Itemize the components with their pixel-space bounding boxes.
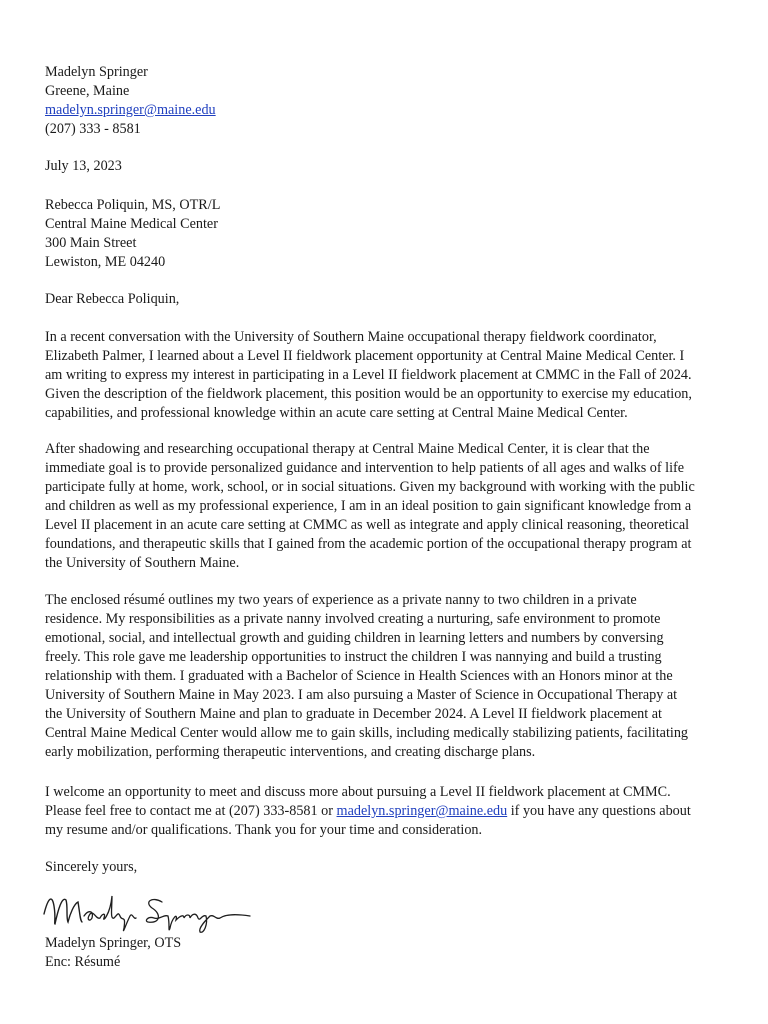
recipient-name: Rebecca Poliquin, MS, OTR/L (45, 197, 221, 213)
body-paragraph-1 (45, 328, 735, 423)
sender-location: Greene, Maine (45, 83, 130, 99)
closing: Sincerely yours, (45, 859, 138, 875)
paragraph-line: Central Maine Medical Center would allow me to gain skills, including medically stabilizing patients, facilitating (45, 725, 689, 741)
salutation-block (45, 290, 735, 309)
salutation: Dear Rebecca Poliquin, (45, 291, 180, 307)
letter-date: July 13, 2023 (45, 158, 122, 174)
contact-email-link[interactable]: madelyn.springer@maine.edu (336, 803, 508, 819)
enclosure-note: Enc: Résumé (45, 954, 121, 970)
paragraph-line: the University of Southern Maine. (45, 555, 240, 571)
paragraph-line: Given the description of the fieldwork placement, this position would be an opportunity to exercise my education, (45, 386, 692, 402)
contact-line (45, 802, 735, 821)
contact-text-after: if you have any questions about (507, 803, 691, 819)
signature-block (45, 934, 735, 972)
paragraph-line: the University of Southern Maine and plan to graduate in December 2024. A Level II fieldwork placement at (45, 706, 662, 722)
paragraph-line: Elizabeth Palmer, I learned about a Level II fieldwork placement opportunity at Central Maine Medical Center. I (45, 348, 685, 364)
sender-block (45, 63, 735, 139)
paragraph-line: residence. My responsibilities as a private nanny involved creating a nurturing, safe environment to promote (45, 611, 661, 627)
recipient-street: 300 Main Street (45, 235, 137, 251)
sender-phone: (207) 333 - 8581 (45, 121, 141, 137)
closing-block (45, 858, 735, 877)
paragraph-line: After shadowing and researching occupational therapy at Central Maine Medical Center, it is clear that the (45, 441, 650, 457)
body-paragraph-3 (45, 591, 735, 762)
recipient-block (45, 196, 735, 272)
signed-name: Madelyn Springer, OTS (45, 935, 182, 951)
paragraph-line: relationship with them. I graduated with a Bachelor of Science in Health Sciences with an Honors minor at the (45, 668, 673, 684)
sender-name: Madelyn Springer (45, 64, 148, 80)
paragraph-line: I welcome an opportunity to meet and discuss more about pursuing a Level II fieldwork placement at CMMC. (45, 784, 671, 800)
paragraph-line: freely. This role gave me leadership opportunities to instruct the children I was nannying and build a trusting (45, 649, 662, 665)
paragraph-line: my resume and/or qualifications. Thank you for your time and consideration. (45, 822, 483, 838)
body-paragraph-2 (45, 440, 735, 573)
paragraph-line: capabilities, and professional knowledge within an acute care setting at Central Maine Medical Center. (45, 405, 628, 421)
paragraph-line: emotional, social, and intellectual growth and guiding children in learning letters and numbers by conversing (45, 630, 664, 646)
paragraph-line: Level II placement in an acute care setting at CMMC as well as integrate and apply clinical reasoning, theoretical (45, 517, 690, 533)
sender-email-link[interactable]: madelyn.springer@maine.edu (45, 102, 216, 118)
paragraph-line: foundations, and therapeutic skills that I gained from the academic portion of the occupational therapy program at (45, 536, 692, 552)
handwritten-signature (40, 884, 260, 940)
letter-date-block (45, 157, 735, 176)
paragraph-line: The enclosed résumé outlines my two years of experience as a private nanny to two children in a private (45, 592, 637, 608)
paragraph-line: In a recent conversation with the University of Southern Maine occupational therapy fieldwork coordinator, (45, 329, 657, 345)
paragraph-line: and children as well as my professional experience, I am in an ideal position to gain significant knowledge from a (45, 498, 692, 514)
contact-text-before: Please feel free to contact me at (207) 333-8581 or (45, 803, 337, 819)
paragraph-line: University of Southern Maine in May 2023. I am also pursuing a Master of Science in Occupational Therapy at (45, 687, 678, 703)
paragraph-line: early mobilization, performing therapeutic interventions, and creating discharge plans. (45, 744, 536, 760)
paragraph-line: am writing to express my interest in participating in a Level II fieldwork placement at CMMC in the Fall of 2024. (45, 367, 692, 383)
closing-paragraph (45, 783, 735, 840)
paragraph-line: participate fully at home, work, school, or in social situations. Given my background with working with the public (45, 479, 695, 495)
recipient-organization: Central Maine Medical Center (45, 216, 218, 232)
recipient-city: Lewiston, ME 04240 (45, 254, 166, 270)
paragraph-line: immediate goal is to provide personalized guidance and intervention to help patients of all ages and walks of life (45, 460, 685, 476)
